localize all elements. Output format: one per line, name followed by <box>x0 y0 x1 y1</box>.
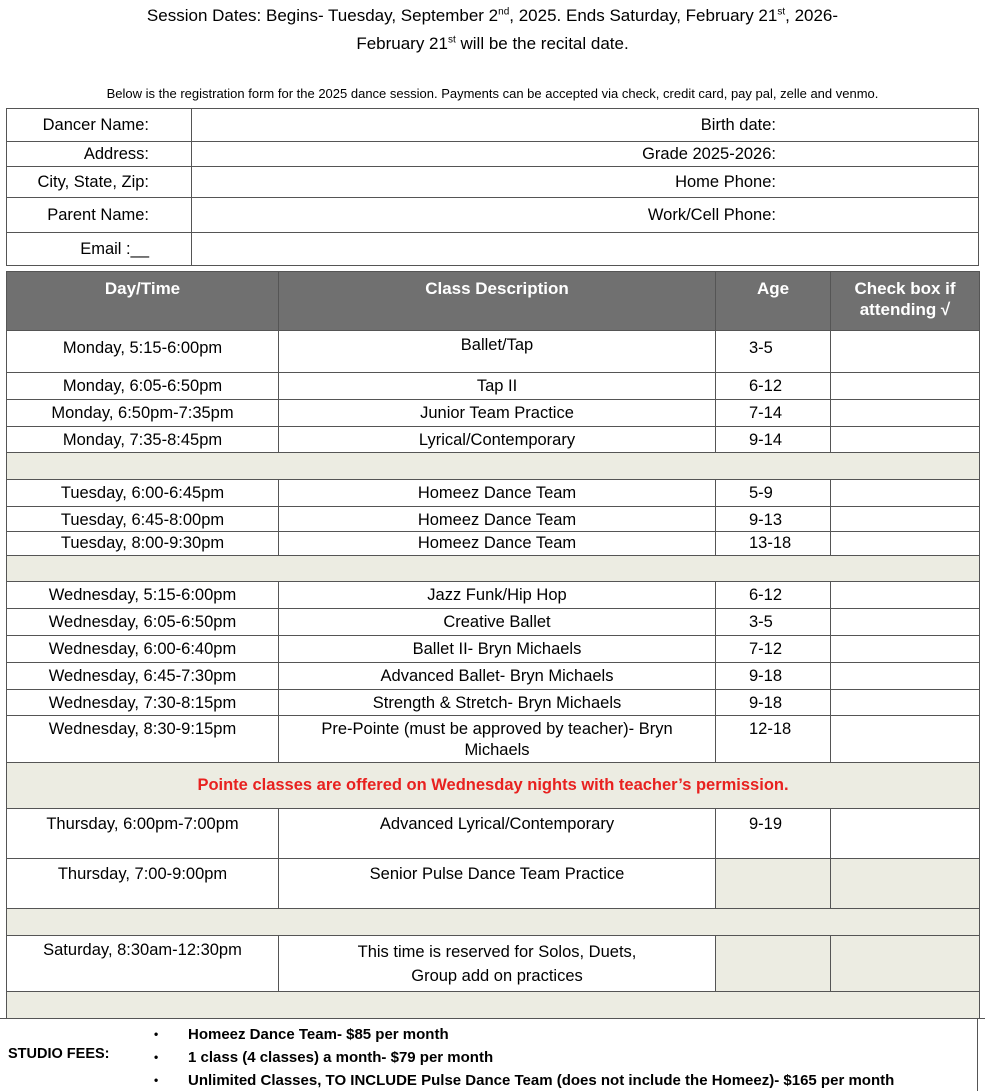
table-row <box>7 373 980 400</box>
age-cell: 6-12 <box>716 373 831 400</box>
day-cell: Monday, 7:35-8:45pm <box>7 427 279 453</box>
desc-cell: Ballet/Tap <box>279 331 716 373</box>
desc-cell: Homeez Dance Team <box>279 507 716 532</box>
bullet-icon: • <box>154 1073 159 1087</box>
table-row <box>7 859 980 909</box>
col-check-box: Check box if attending √ <box>831 272 980 331</box>
day-cell: Monday, 5:15-6:00pm <box>7 331 279 373</box>
desc-cell: Junior Team Practice <box>279 400 716 427</box>
registration-intro: Below is the registration form for the 2025 dance session. Payments can be accepted via check, credit card, pay pal, zelle and venmo. <box>106 86 879 101</box>
list-item: • Homeez Dance Team- $85 per month <box>150 1023 894 1046</box>
desc-cell <box>279 936 716 992</box>
attend-checkbox[interactable] <box>831 373 980 400</box>
bullet-icon: • <box>154 1050 159 1064</box>
day-cell: Wednesday, 6:05-6:50pm <box>7 609 279 636</box>
address-label: Address: <box>7 142 192 167</box>
attend-checkbox[interactable] <box>831 663 980 690</box>
table-row <box>7 716 980 763</box>
day-cell: Wednesday, 8:30-9:15pm <box>7 716 279 763</box>
table-row <box>7 936 980 992</box>
work-cell-phone-field[interactable]: Work/Cell Phone: <box>192 198 979 233</box>
day-cell: Tuesday, 6:00-6:45pm <box>7 480 279 507</box>
desc-cell: Homeez Dance Team <box>279 480 716 507</box>
list-item: • Unlimited Classes, TO INCLUDE Pulse Dance Team (does not include the Homeez)- $165 per month <box>150 1069 894 1092</box>
section-divider <box>7 556 980 582</box>
recital-date-line: February 21st will be the recital date. <box>356 34 629 53</box>
desc-cell: Lyrical/Contemporary <box>279 427 716 453</box>
age-cell <box>716 936 831 992</box>
table-row <box>7 582 980 609</box>
desc-cell: Senior Pulse Dance Team Practice <box>279 859 716 909</box>
dancer-info-table <box>6 108 979 266</box>
age-cell: 9-19 <box>716 809 831 859</box>
age-cell: 6-12 <box>716 582 831 609</box>
attend-checkbox[interactable] <box>831 809 980 859</box>
list-item: • 1 class (4 classes) a month- $79 per month <box>150 1046 894 1069</box>
age-cell: 7-12 <box>716 636 831 663</box>
dancer-name-label: Dancer Name: <box>7 109 192 142</box>
day-cell: Wednesday, 5:15-6:00pm <box>7 582 279 609</box>
table-row <box>7 690 980 716</box>
email-label: Email :__ <box>7 233 192 266</box>
table-row <box>7 609 980 636</box>
col-age: Age <box>716 272 831 331</box>
home-phone-field[interactable]: Home Phone: <box>192 167 979 198</box>
email-field[interactable] <box>192 233 979 266</box>
age-cell: 3-5 <box>716 609 831 636</box>
desc-cell: Creative Ballet <box>279 609 716 636</box>
desc-line-2: Group add on practices <box>411 967 583 985</box>
pointe-notice: Pointe classes are offered on Wednesday nights with teacher’s permission. <box>7 763 980 809</box>
section-divider <box>7 453 980 480</box>
age-cell: 9-18 <box>716 663 831 690</box>
attend-checkbox[interactable] <box>831 532 980 556</box>
table-row <box>7 427 980 453</box>
table-row <box>7 507 980 532</box>
day-cell: Saturday, 8:30am-12:30pm <box>7 936 279 992</box>
table-row <box>7 480 980 507</box>
day-cell: Wednesday, 7:30-8:15pm <box>7 690 279 716</box>
session-dates-line: Session Dates: Begins- Tuesday, September 2nd, 2025. Ends Saturday, February 21st, 2026- <box>146 6 839 25</box>
desc-cell: Jazz Funk/Hip Hop <box>279 582 716 609</box>
bullet-icon: • <box>154 1027 159 1041</box>
table-row <box>7 532 980 556</box>
section-divider <box>7 992 980 1019</box>
attend-checkbox[interactable] <box>831 716 980 763</box>
grade-field[interactable]: Grade 2025-2026: <box>192 142 979 167</box>
desc-line-1: This time is reserved for Solos, Duets, <box>357 943 637 961</box>
desc-cell: Ballet II- Bryn Michaels <box>279 636 716 663</box>
desc-cell: Advanced Lyrical/Contemporary <box>279 809 716 859</box>
table-row <box>7 636 980 663</box>
col-day-time: Day/Time <box>7 272 279 331</box>
desc-cell: Strength & Stretch- Bryn Michaels <box>279 690 716 716</box>
age-cell <box>716 859 831 909</box>
age-cell: 7-14 <box>716 400 831 427</box>
fees-list <box>150 1023 894 1092</box>
col-class-description: Class Description <box>279 272 716 331</box>
attend-checkbox[interactable] <box>831 636 980 663</box>
day-cell: Monday, 6:50pm-7:35pm <box>7 400 279 427</box>
age-cell: 9-13 <box>716 507 831 532</box>
attend-checkbox[interactable] <box>831 400 980 427</box>
day-cell: Tuesday, 8:00-9:30pm <box>7 532 279 556</box>
attend-checkbox[interactable] <box>831 427 980 453</box>
border-line <box>977 1019 978 1091</box>
day-cell: Thursday, 6:00pm-7:00pm <box>7 809 279 859</box>
desc-cell: Advanced Ballet- Bryn Michaels <box>279 663 716 690</box>
desc-cell: Homeez Dance Team <box>279 532 716 556</box>
day-cell: Wednesday, 6:00-6:40pm <box>7 636 279 663</box>
age-cell: 13-18 <box>716 532 831 556</box>
table-row <box>7 400 980 427</box>
attend-checkbox <box>831 859 980 909</box>
age-cell: 9-14 <box>716 427 831 453</box>
class-schedule-table <box>6 271 980 1019</box>
day-cell: Monday, 6:05-6:50pm <box>7 373 279 400</box>
attend-checkbox[interactable] <box>831 480 980 507</box>
age-cell: 12-18 <box>716 716 831 763</box>
studio-fees-label: STUDIO FEES: <box>8 1046 110 1062</box>
day-cell: Thursday, 7:00-9:00pm <box>7 859 279 909</box>
attend-checkbox[interactable] <box>831 609 980 636</box>
table-row <box>7 663 980 690</box>
studio-fees <box>0 1018 985 1091</box>
city-state-zip-label: City, State, Zip: <box>7 167 192 198</box>
section-divider <box>7 909 980 936</box>
table-row <box>7 809 980 859</box>
attend-checkbox[interactable] <box>831 582 980 609</box>
parent-name-label: Parent Name: <box>7 198 192 233</box>
age-cell: 5-9 <box>716 480 831 507</box>
birth-date-field[interactable]: Birth date: <box>192 109 979 142</box>
desc-cell: Tap II <box>279 373 716 400</box>
age-cell: 3-5 <box>716 331 831 373</box>
attend-checkbox[interactable] <box>831 507 980 532</box>
desc-cell: Pre-Pointe (must be approved by teacher)- Bryn Michaels <box>279 716 716 763</box>
day-cell: Tuesday, 6:45-8:00pm <box>7 507 279 532</box>
table-row <box>7 331 980 373</box>
attend-checkbox[interactable] <box>831 690 980 716</box>
attend-checkbox <box>831 936 980 992</box>
day-cell: Wednesday, 6:45-7:30pm <box>7 663 279 690</box>
age-cell: 9-18 <box>716 690 831 716</box>
attend-checkbox[interactable] <box>831 331 980 373</box>
